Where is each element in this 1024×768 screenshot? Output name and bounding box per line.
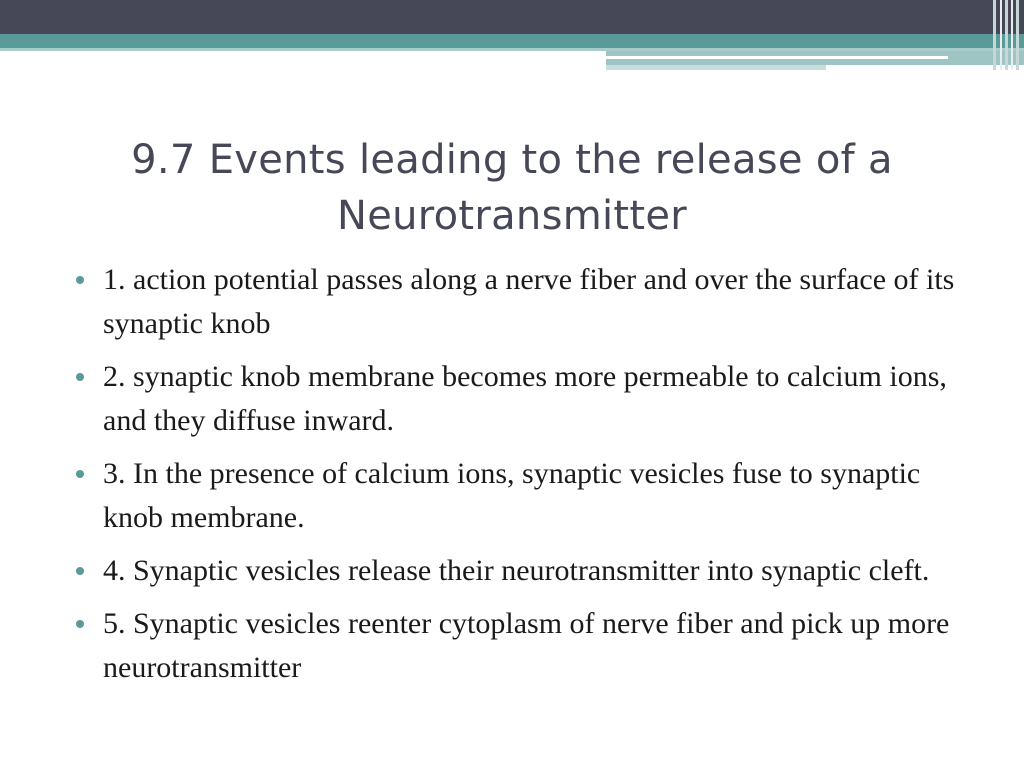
bullet-dot-icon (76, 373, 84, 381)
bullet-dot-icon (76, 567, 84, 575)
header-bar-teal (0, 34, 1024, 48)
bullet-text: 3. In the presence of calcium ions, synaptic vesicles fuse to synaptic knob membrane. (103, 457, 921, 534)
bullet-dot-icon (76, 620, 84, 628)
header-stripe (1016, 0, 1019, 70)
header-stripe (1011, 0, 1013, 70)
bullet-item (74, 355, 974, 443)
header-accent-bar-lower (606, 65, 826, 70)
bullet-item (74, 258, 974, 346)
slide-title: 9.7 Events leading to the release of a Neurotransmitter (131, 137, 893, 239)
header-bar-dark (0, 0, 1024, 34)
header-stripe (1005, 0, 1008, 70)
header-stripe (993, 0, 996, 70)
bullet-item (74, 602, 974, 690)
bullet-item (74, 549, 974, 593)
bullet-text: 1. action potential passes along a nerve fiber and over the surface of its synaptic knob (103, 263, 955, 340)
header-accent-line (606, 56, 948, 59)
bullet-dot-icon (76, 276, 84, 284)
bullet-item (74, 452, 974, 540)
bullet-text: 2. synaptic knob membrane becomes more permeable to calcium ions, and they diffuse inward. (103, 360, 947, 437)
bullet-list (74, 258, 974, 699)
bullet-dot-icon (76, 470, 84, 478)
bullet-text: 5. Synaptic vesicles reenter cytoplasm of nerve fiber and pick up more neurotransmitter (103, 607, 950, 684)
header-stripe (1000, 0, 1002, 70)
bullet-text: 4. Synaptic vesicles release their neurotransmitter into synaptic cleft. (103, 554, 930, 587)
